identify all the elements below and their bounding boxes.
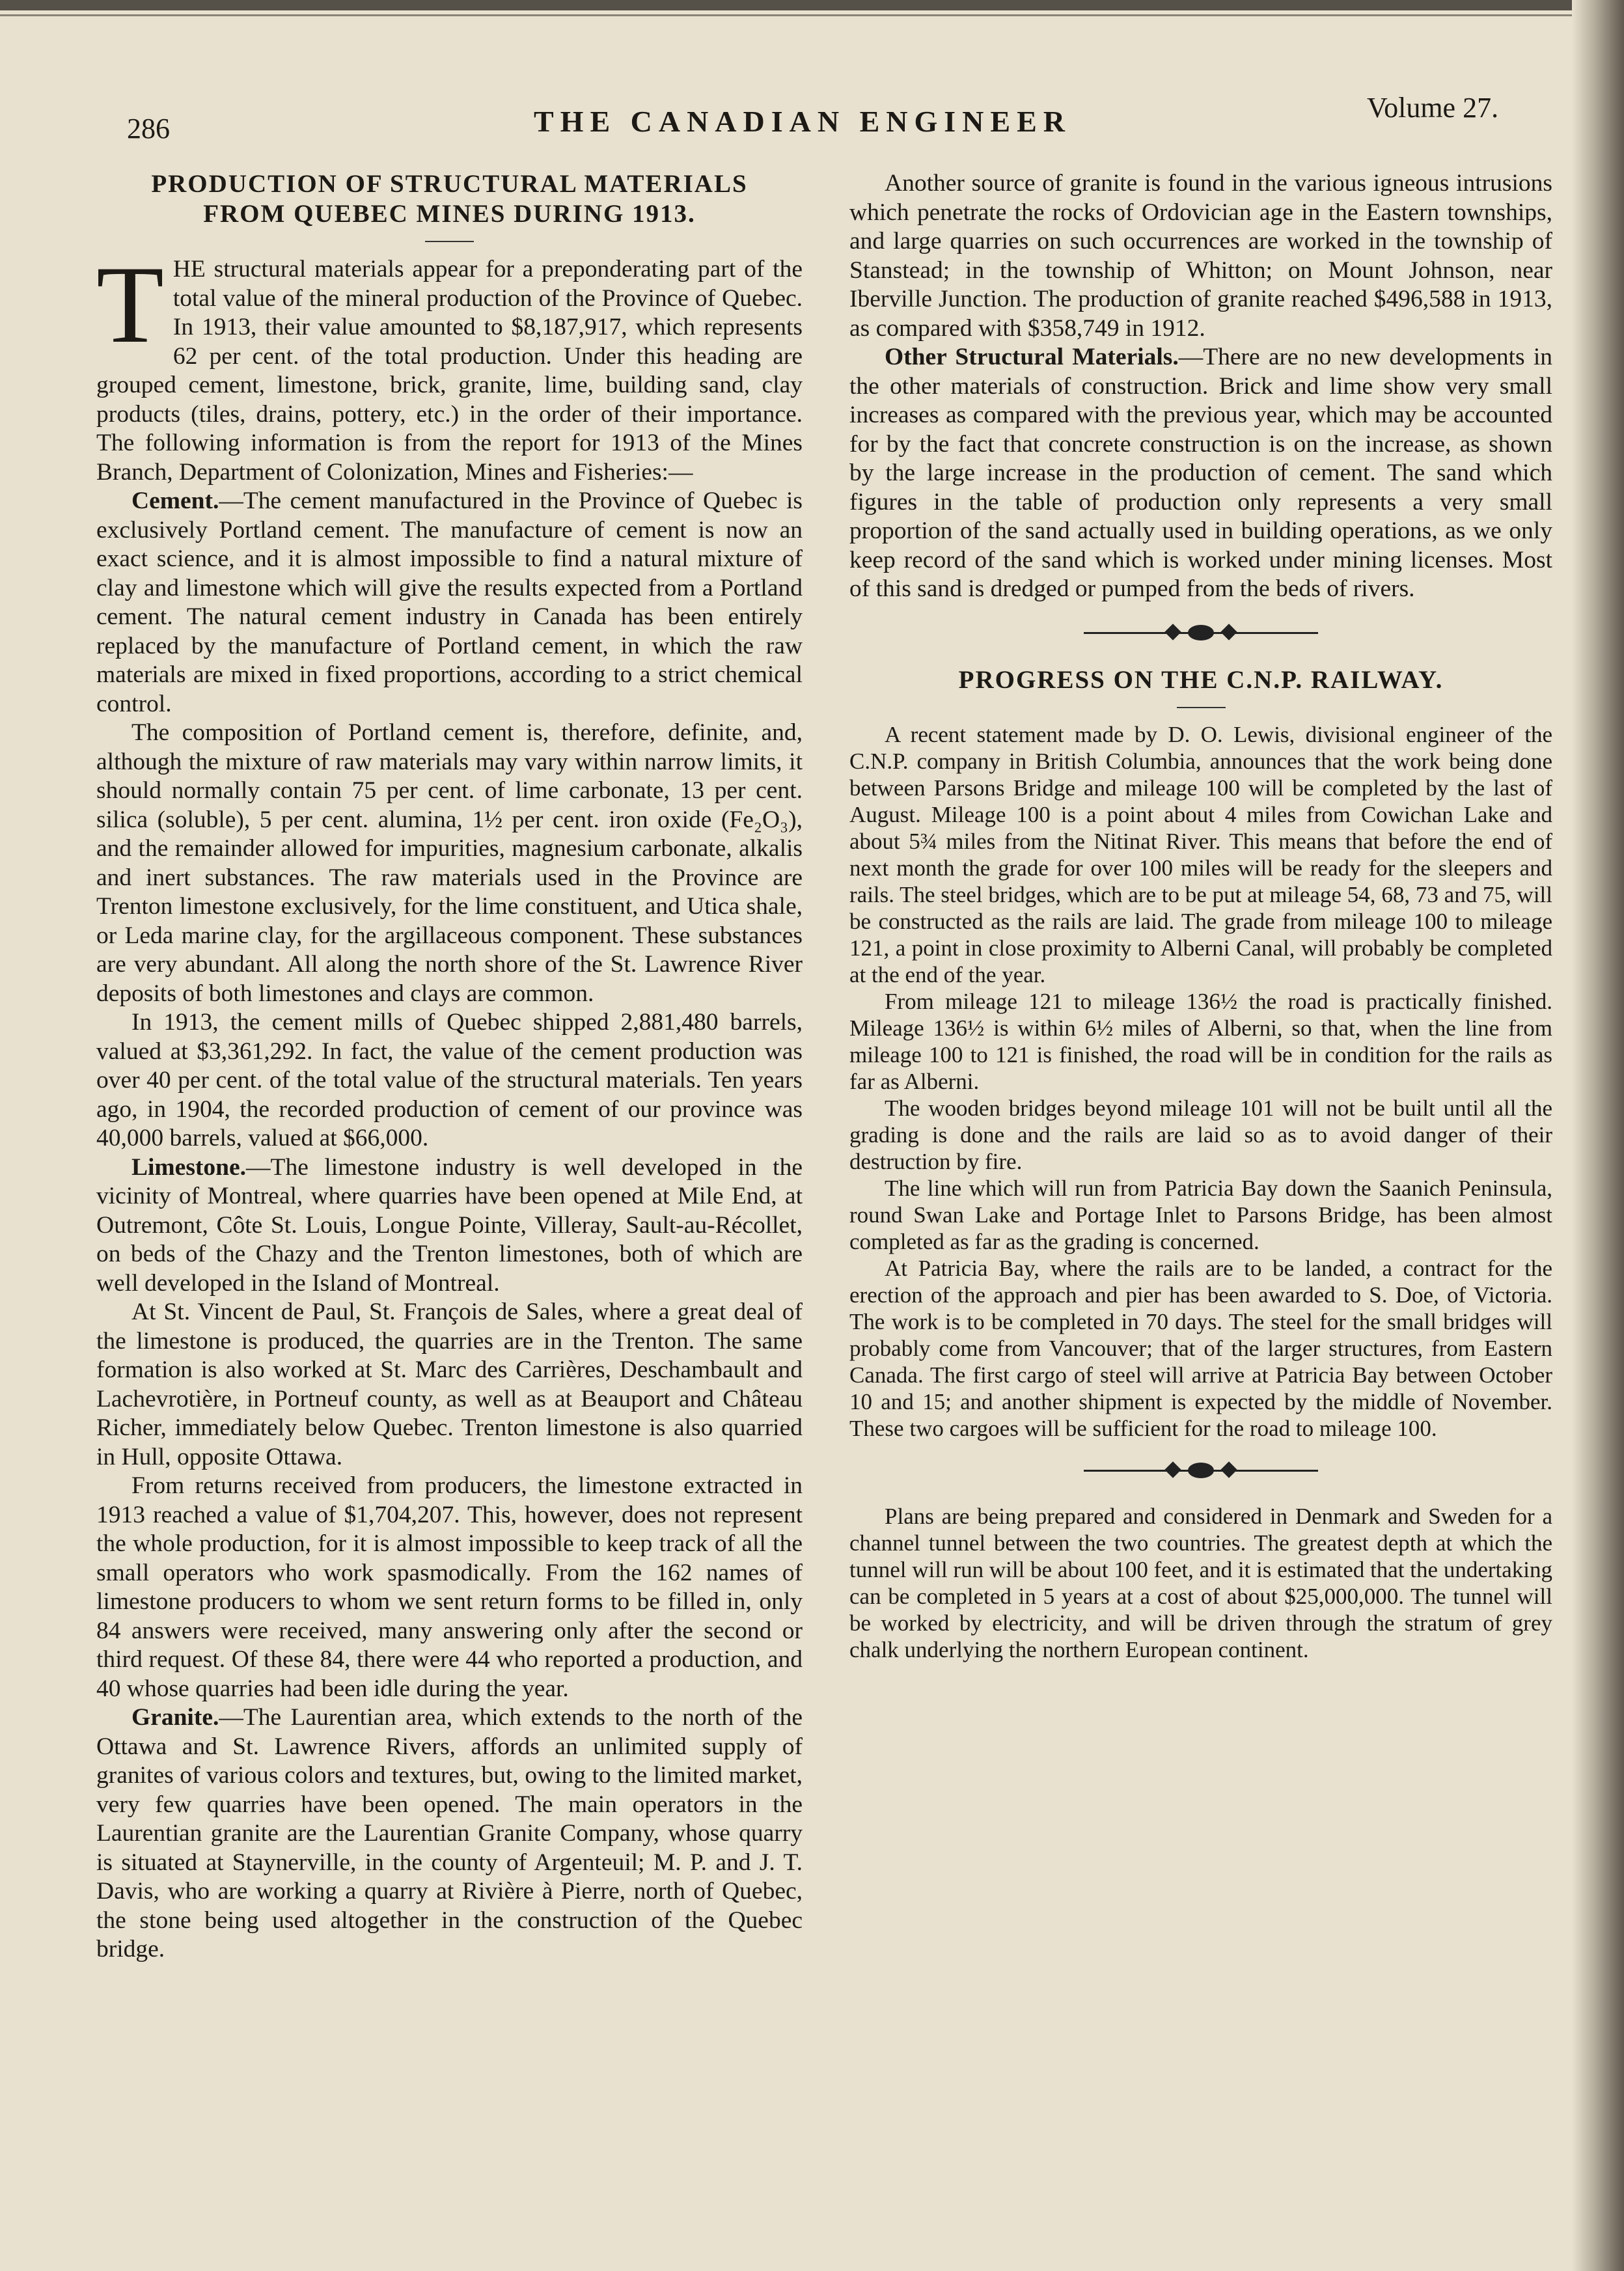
cement-paragraph (96, 487, 803, 719)
ornament-oval (1188, 625, 1214, 640)
article-title-railway: PROGRESS ON THE C.N.P. RAILWAY. (958, 665, 1444, 694)
cement-paragraph-2: The composition of Portland cement is, therefore, definite, and, although the mixture of raw materials may vary within narrow limits, it should normally contain 75 per cent. of lime carbonate, 13 per cent. silica (soluble), 5 per cent. alumina, 1½ per cent. iron oxide (Fe₂O₃), and the remainder allowed for impurities, magnesium carbonate, alkalis and inert substances. The raw materials used in the Province are Trenton limestone exclusively, for the lime constituent, and Utica shale, or Leda marine clay, for the argillaceous component. These substances are very abundant. All along the north shore of the St. Lawrence River deposits of both limestones and clays are common. (96, 719, 803, 1007)
right-column (849, 169, 1552, 1663)
railway-paragraph-3: The wooden bridges beyond mileage 101 will not be built until all the grading is done and the rails are laid so as to avoid danger of their destruction by fire. (849, 1095, 1552, 1174)
limestone-text-1: —The limestone industry is well developed in the vicinity of Montreal, where quarries have been opened at Mile End, at Outremont, Côte St. Louis, Longue Pointe, Villeray, Sault-au-Récollet, on beds of the Chazy and the Trenton limestones, both of which are well developed in the Island of Montreal. (96, 1153, 803, 1297)
article-title (96, 169, 803, 229)
intro-paragraph (96, 243, 803, 487)
tunnel-paragraph: Plans are being prepared and considered in Denmark and Sweden for a channel tunnel between the two countries. The greatest depth at which the tunnel will run will be about 100 feet, and it is estimated that the undertaking can be completed in 5 years at a cost of about $25,000,000. The tunnel will be worked by electricity, and will be driven through the stratum of grey chalk underlying the northern European continent. (849, 1503, 1552, 1662)
title-divider (425, 241, 474, 242)
top-rule (0, 0, 1624, 10)
cement-text-1: —The cement manufactured in the Province of Quebec is exclusively Portland cement. The manufacture of cement is now an exact science, and it is almost impossible to find a natural mixture of clay and limestone which will give the results expected from a Portland cement. The natural cement industry in Canada has been entirely replaced by the manufacture of Portland cement, in which the raw materials are mixed in fixed proportions, according to a strict chemical control. (96, 488, 803, 717)
ornament-diamond (1164, 624, 1181, 640)
railway-paragraph-2: From mileage 121 to mileage 136½ the road is practically finished. Mileage 136½ is within 6½ miles of Alberni, so that, when the line from mileage 100 to 121 is finished, the road will be in condition for the rails as far as Alberni. (849, 988, 1552, 1094)
cement-paragraph-3: In 1913, the cement mills of Quebec shipped 2,881,480 barrels, valued at $3,361,292. In fact, the value of the cement production was over 40 per cent. of the total value of the structural materials. Ten years ago, in 1904, the recorded production of cement of our province was 40,000 barrels, valued at $66,000. (96, 1009, 803, 1151)
journal-title: THE CANADIAN ENGINEER (534, 105, 1071, 138)
book-spine-shadow (1572, 0, 1624, 2271)
drop-cap: T (96, 243, 164, 366)
volume-label: Volume 27. (1367, 92, 1499, 124)
railway-paragraph-1: A recent statement made by D. O. Lewis, divisional engineer of the C.N.P. company in British Columbia, announces that the work being done between Parsons Bridge and mileage 100 will be completed by the last of August. Mileage 100 is a point about 4 miles from Cowichan Lake and about 5¾ miles from the Nitinat River. This means that before the end of next month the grade for over 100 miles will be ready for the sleepers and rails. The steel bridges, which are to be put at mileage 54, 68, 73 and 75, will be constructed as the rails are laid. The grade from mileage 100 to mileage 121, a point in close proximity to Alberni Canal, will probably be completed at the end of the year. (849, 721, 1552, 987)
granite-paragraph (96, 1703, 803, 1964)
section-heading-cement: Cement. (131, 488, 219, 514)
ornament-diamond (1164, 1461, 1181, 1478)
railway-paragraph-5: At Patricia Bay, where the rails are to be landed, a contract for the erection of the approach and pier has been awarded to S. Doe, of Victoria. The work is to be completed in 70 days. The steel for the small bridges will probably come from Vancouver; that of the larger structures, from Eastern Canada. The first cargo of steel will arrive at Patricia Bay between October 10 and 15; and another shipment is expected by the middle of November. These two cargoes will be sufficient for the road to mileage 100. (849, 1255, 1552, 1441)
top-rule-thin (0, 14, 1624, 16)
article-title-line2: FROM QUEBEC MINES DURING 1913. (203, 200, 696, 228)
ornament-oval (1188, 1463, 1214, 1478)
other-materials-text: —There are no new developments in the other materials of construction. Brick and lime show very small increases as compared with the previous year, which may be accounted for by the fact that concrete construction is on the increase, as shown by the large increase in the production of cement. The sand which figures in the table of production only represents a very small proportion of the sand actually used in building operations, as we only keep record of the sand which is worked under mining licenses. Most of this sand is dredged or pumped from the beds of rivers. (849, 344, 1553, 602)
limestone-paragraph (96, 1153, 803, 1299)
limestone-paragraph-2: At St. Vincent de Paul, St. François de Sales, where a great deal of the limestone is produced, the quarries are in the Trenton. The same formation is also worked at St. Marc des Carrières, Deschambault and Lachevrotière, in Portneuf county, as well as at Beauport and Château Richer, immediately below Quebec. Trenton limestone is also quarried in Hull, opposite Ottawa. (96, 1299, 803, 1470)
other-materials-paragraph (849, 343, 1552, 604)
article-title-line1: PRODUCTION OF STRUCTURAL MATERIALS (151, 170, 748, 198)
ornament-divider (1084, 1457, 1318, 1483)
ornament-diamond (1220, 1461, 1237, 1478)
title-divider (1177, 707, 1226, 708)
intro-text: HE structural materials appear for a preponderating part of the total value of the mineral production of the Province of Quebec. In 1913, their value amounted to $8,187,917, which represents 62 per cent. of the total production. Under this heading are grouped cement, limestone, brick, granite, lime, building sand, clay products (tiles, drains, pottery, etc.) in the order of their importance. The following information is from the report for 1913 of the Mines Branch, Department of Colonization, Mines and Fisheries:— (96, 256, 803, 486)
granite-paragraph-2: Another source of granite is found in the various igneous intrusions which penetrate the rocks of Ordovician age in the Eastern townships, and large quarries on such occurrences are worked in the township of Stanstead; in the township of Whitton; on Mount Johnson, near Iberville Junction. The production of granite reached $496,588 in 1913, as compared with $358,749 in 1912. (849, 170, 1552, 342)
page-number: 286 (127, 113, 170, 145)
section-heading-granite: Granite. (131, 1704, 219, 1731)
railway-paragraph-4: The line which will run from Patricia Bay down the Saanich Peninsula, round Swan Lake and Portage Inlet to Parsons Bridge, has been almost completed as far as the grading is concerned. (849, 1175, 1552, 1254)
granite-text-1: —The Laurentian area, which extends to the north of the Ottawa and St. Lawrence Rivers, affords an unlimited supply of granites of various colors and textures, but, owing to the limited market, very few quarries have been opened. The main operators in the Laurentian granite are the Laurentian Granite Company, whose quarry is situated at Staynerville, in the county of Argenteuil; M. P. and J. T. Davis, who are working a quarry at Rivière à Pierre, north of Quebec, the stone being used altogether in the construction of the Quebec bridge. (96, 1704, 803, 1962)
left-column (96, 169, 803, 1964)
section-heading-other: Other Structural Materials. (885, 344, 1179, 370)
section-heading-limestone: Limestone. (131, 1153, 247, 1181)
ornament-divider (1084, 620, 1318, 646)
ornament-diamond (1220, 624, 1237, 640)
limestone-paragraph-3: From returns received from producers, the limestone extracted in 1913 reached a value of $1,704,207. This, however, does not represent the whole production, for it is almost impossible to keep track of all the small operators who work spasmodically. From the 162 names of limestone producers to whom we sent return forms to be filled in, only 84 answers were received, many answering only after the second or third request. Of these 84, there were 44 who reported a production, and 40 whose quarries had been idle during the year. (96, 1472, 803, 1702)
